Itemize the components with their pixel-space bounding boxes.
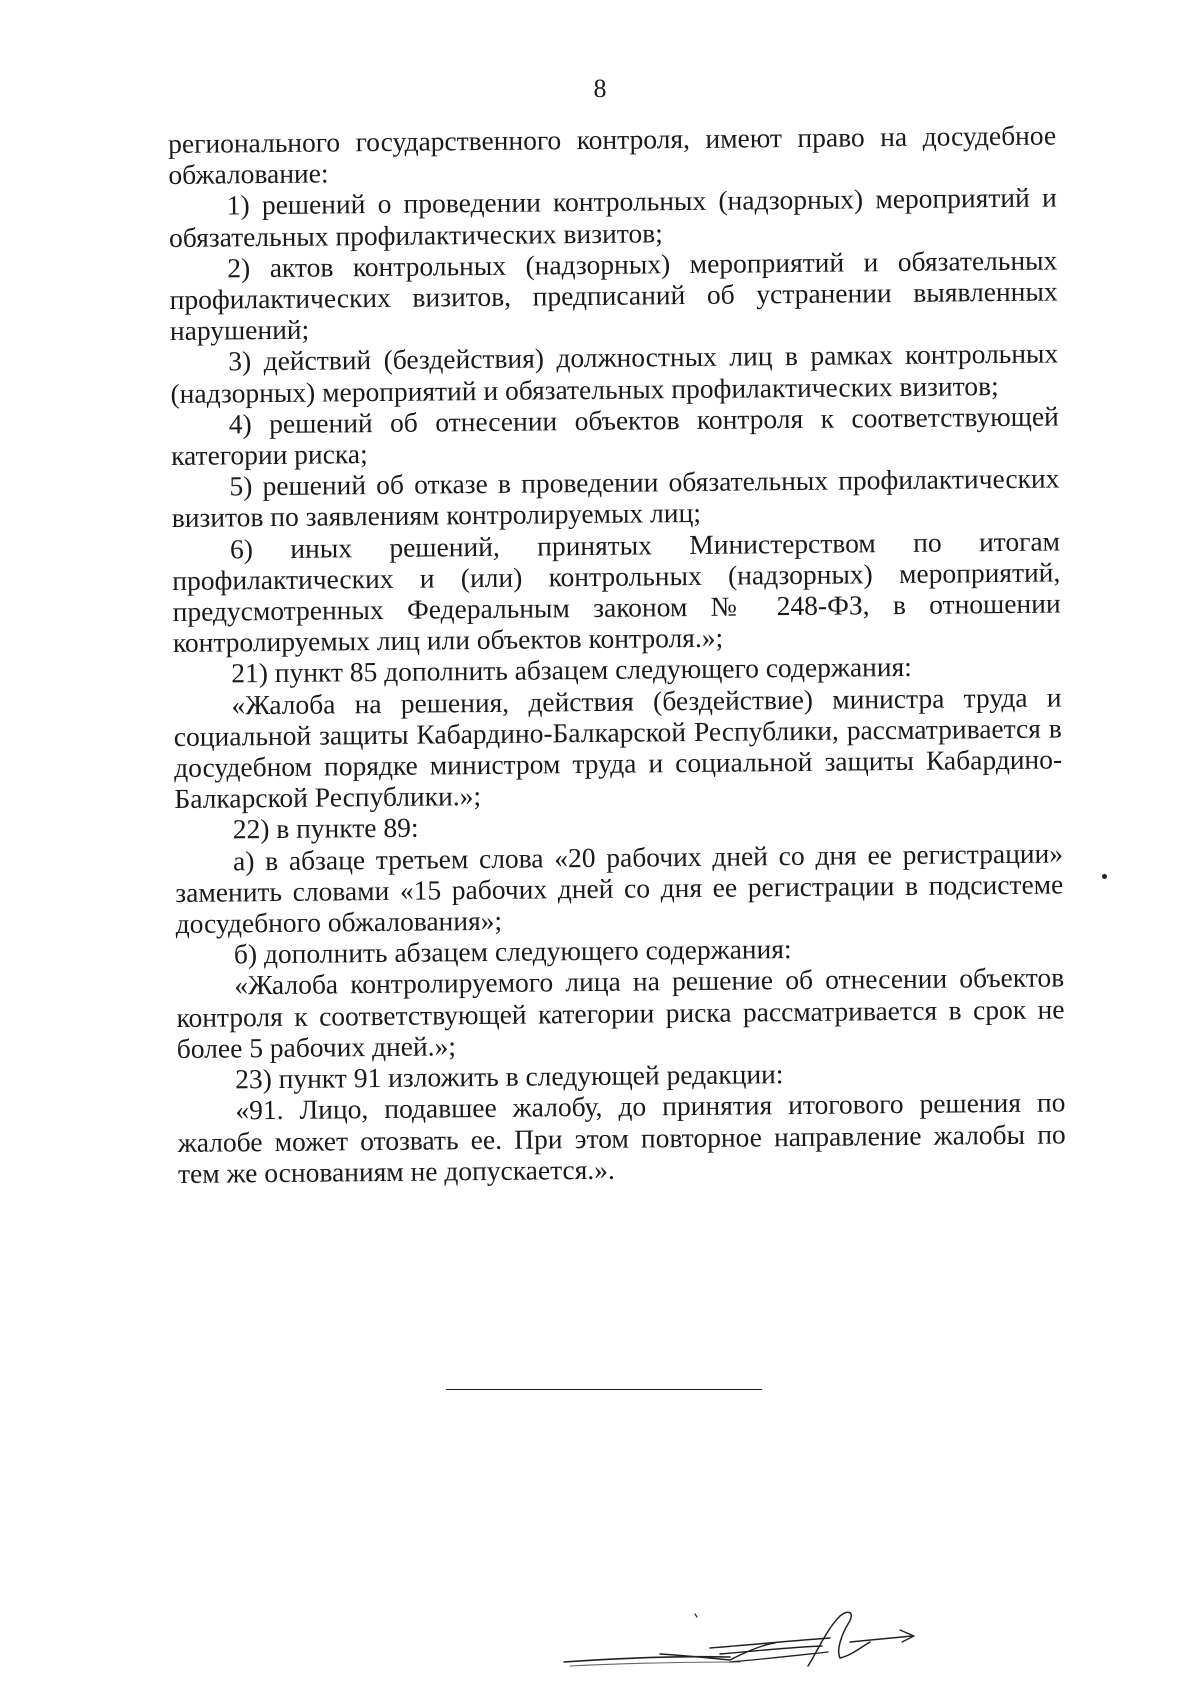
- end-separator-line: [446, 1389, 762, 1390]
- amendment-22: 22) в пункте 89:: [232, 812, 419, 845]
- amendment-21: 21) пункт 85 дополнить абзацем следующего содержания:: [231, 651, 912, 689]
- document-body: [168, 119, 1066, 1188]
- list-item-3: 3) действий (бездействия) должностных лиц в рамках контрольных (надзорных) мероприятий и обязательных профилактических визитов;: [170, 337, 1059, 409]
- scan-speck: [1102, 874, 1107, 879]
- amendment-22-a: а) в абзаце третьем слова «20 рабочих дней со дня ее регистрации» заменить словами «15 рабочих дней со дня ее регистрации в подсистеме досудебного обжалования»;: [175, 837, 1064, 940]
- list-item-1: 1) решений о проведении контрольных (надзорных) мероприятий и обязательных профилактических визитов;: [168, 181, 1057, 253]
- amendment-22-b-quote: «Жалоба контролируемого лица на решение об отнесении объектов контроля к соответствующей категории риска рассматривается в срок не более 5 рабочих дней.»;: [176, 961, 1065, 1064]
- list-item-2: 2) актов контрольных (надзорных) мероприятий и обязательных профилактических визитов, предписаний об устранении выявленных нарушений;: [169, 244, 1058, 347]
- amendment-23-quote: «91. Лицо, подавшее жалобу, до принятия итогового решения по жалобе может отозвать ее. При этом повторное направление жалобы по тем же основаниям не допускается.».: [177, 1086, 1066, 1189]
- amendment-23: 23) пункт 91 изложить в следующей редакции:: [234, 1058, 784, 1095]
- list-item-6: 6) иных решений, принятых Министерством по итогам профилактических и (или) контрольных (надзорных) мероприятий, предусмотренных Федеральным законом № 248-ФЗ, в отношении контролируемых лиц или объектов контроля.»;: [172, 525, 1061, 659]
- handwritten-signature: [560, 1608, 920, 1670]
- list-item-4: 4) решений об отнесении объектов контроля к соответствующей категории риска;: [170, 400, 1059, 472]
- page-number: 8: [593, 74, 607, 103]
- list-item-5: 5) решений об отказе в проведении обязательных профилактических визитов по заявлениям контролируемых лиц;: [171, 462, 1060, 534]
- amendment-21-quote: «Жалоба на решения, действия (бездействие) министра труда и социальной защиты Кабардино-Балкарской Республики, рассматривается в досудебном порядке министром труда и социальной защиты Кабардино-Балкарской Республики.»;: [173, 681, 1063, 815]
- paragraph-intro: регионального государственного контроля, имеют право на досудебное обжалование:: [168, 119, 1057, 191]
- amendment-22-b: б) дополнить абзацем следующего содержания:: [233, 933, 792, 970]
